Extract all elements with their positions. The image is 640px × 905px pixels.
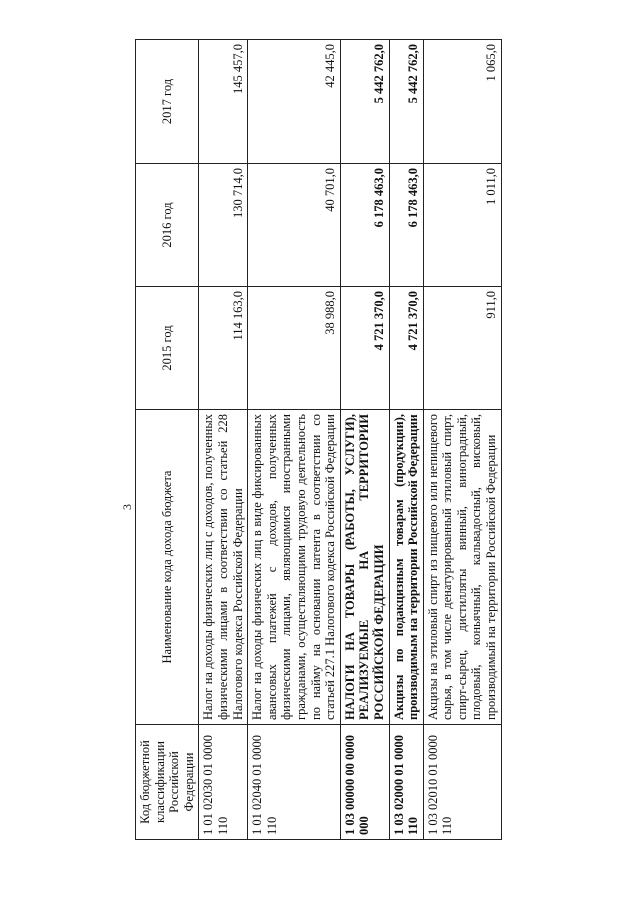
code-cell: 1 03 00000 00 0000 000: [340, 725, 389, 840]
code-cell: 1 01 02030 01 0000 110: [199, 725, 248, 840]
value-2016-cell: 6 178 463,0: [340, 164, 389, 287]
value-2017-cell: 5 442 762,0: [340, 40, 389, 164]
value-2016-cell: 1 011,0: [423, 164, 501, 287]
value-2015-cell: 114 163,0: [199, 287, 248, 410]
header-2016: 2016 год: [136, 164, 199, 287]
code-cell: 1 03 02000 01 0000 110: [389, 725, 423, 840]
value-2015-cell: 4 721 370,0: [340, 287, 389, 410]
value-2016-cell: 40 701,0: [248, 164, 341, 287]
table-row: [248, 40, 341, 840]
name-cell: Акцизы на этиловый спирт из пищевого или непищевого сырья, в том числе денатурированный этиловый спирт, спирт-сырец, дистилляты винный, виноградный, плодовый, коньячный, кальвадосный, висковый, производимый на территории Российской Федерации: [423, 410, 501, 725]
name-cell: Акцизы по подакцизным товарам (продукции), производимым на территории Российской Федерации: [389, 410, 423, 725]
page-number: 3: [120, 504, 134, 510]
name-cell: Налог на доходы физических лиц с доходов, полученных физическими лицами в соответствии со статьей 228 Налогового кодекса Российской Федерации: [199, 410, 248, 725]
budget-revenue-table: [135, 39, 502, 840]
header-2015: 2015 год: [136, 287, 199, 410]
value-2015-cell: 911,0: [423, 287, 501, 410]
code-cell: 1 01 02040 01 0000 110: [248, 725, 341, 840]
table-row: [389, 40, 423, 840]
value-2016-cell: 6 178 463,0: [389, 164, 423, 287]
value-2017-cell: 1 065,0: [423, 40, 501, 164]
value-2016-cell: 130 714,0: [199, 164, 248, 287]
value-2017-cell: 145 457,0: [199, 40, 248, 164]
name-cell: Налог на доходы физических лиц в виде фиксированных авансовых платежей с доходов, полученных физическими лицами, являющимися иностранными гражданами, осуществляющими трудовую деятельность по найму на основании патента в соответствии со статьей 227.1 Налогового кодекса Российской Федерации: [248, 410, 341, 725]
name-cell: НАЛОГИ НА ТОВАРЫ (РАБОТЫ, УСЛУГИ), РЕАЛИЗУЕМЫЕ НА ТЕРРИТОРИИ РОССИЙСКОЙ ФЕДЕРАЦИИ: [340, 410, 389, 725]
table-header-row: [136, 40, 199, 840]
table-row: [199, 40, 248, 840]
header-2017: 2017 год: [136, 40, 199, 164]
value-2015-cell: 38 988,0: [248, 287, 341, 410]
header-name: Наименование кода дохода бюджета: [136, 410, 199, 725]
code-cell: 1 03 02010 01 0000 110: [423, 725, 501, 840]
rotated-page: [120, 40, 499, 840]
value-2017-cell: 5 442 762,0: [389, 40, 423, 164]
value-2017-cell: 42 445,0: [248, 40, 341, 164]
table-row: [423, 40, 501, 840]
value-2015-cell: 4 721 370,0: [389, 287, 423, 410]
header-code: Код бюджетной классификации Российской Федерации: [136, 725, 199, 840]
table-row: [340, 40, 389, 840]
